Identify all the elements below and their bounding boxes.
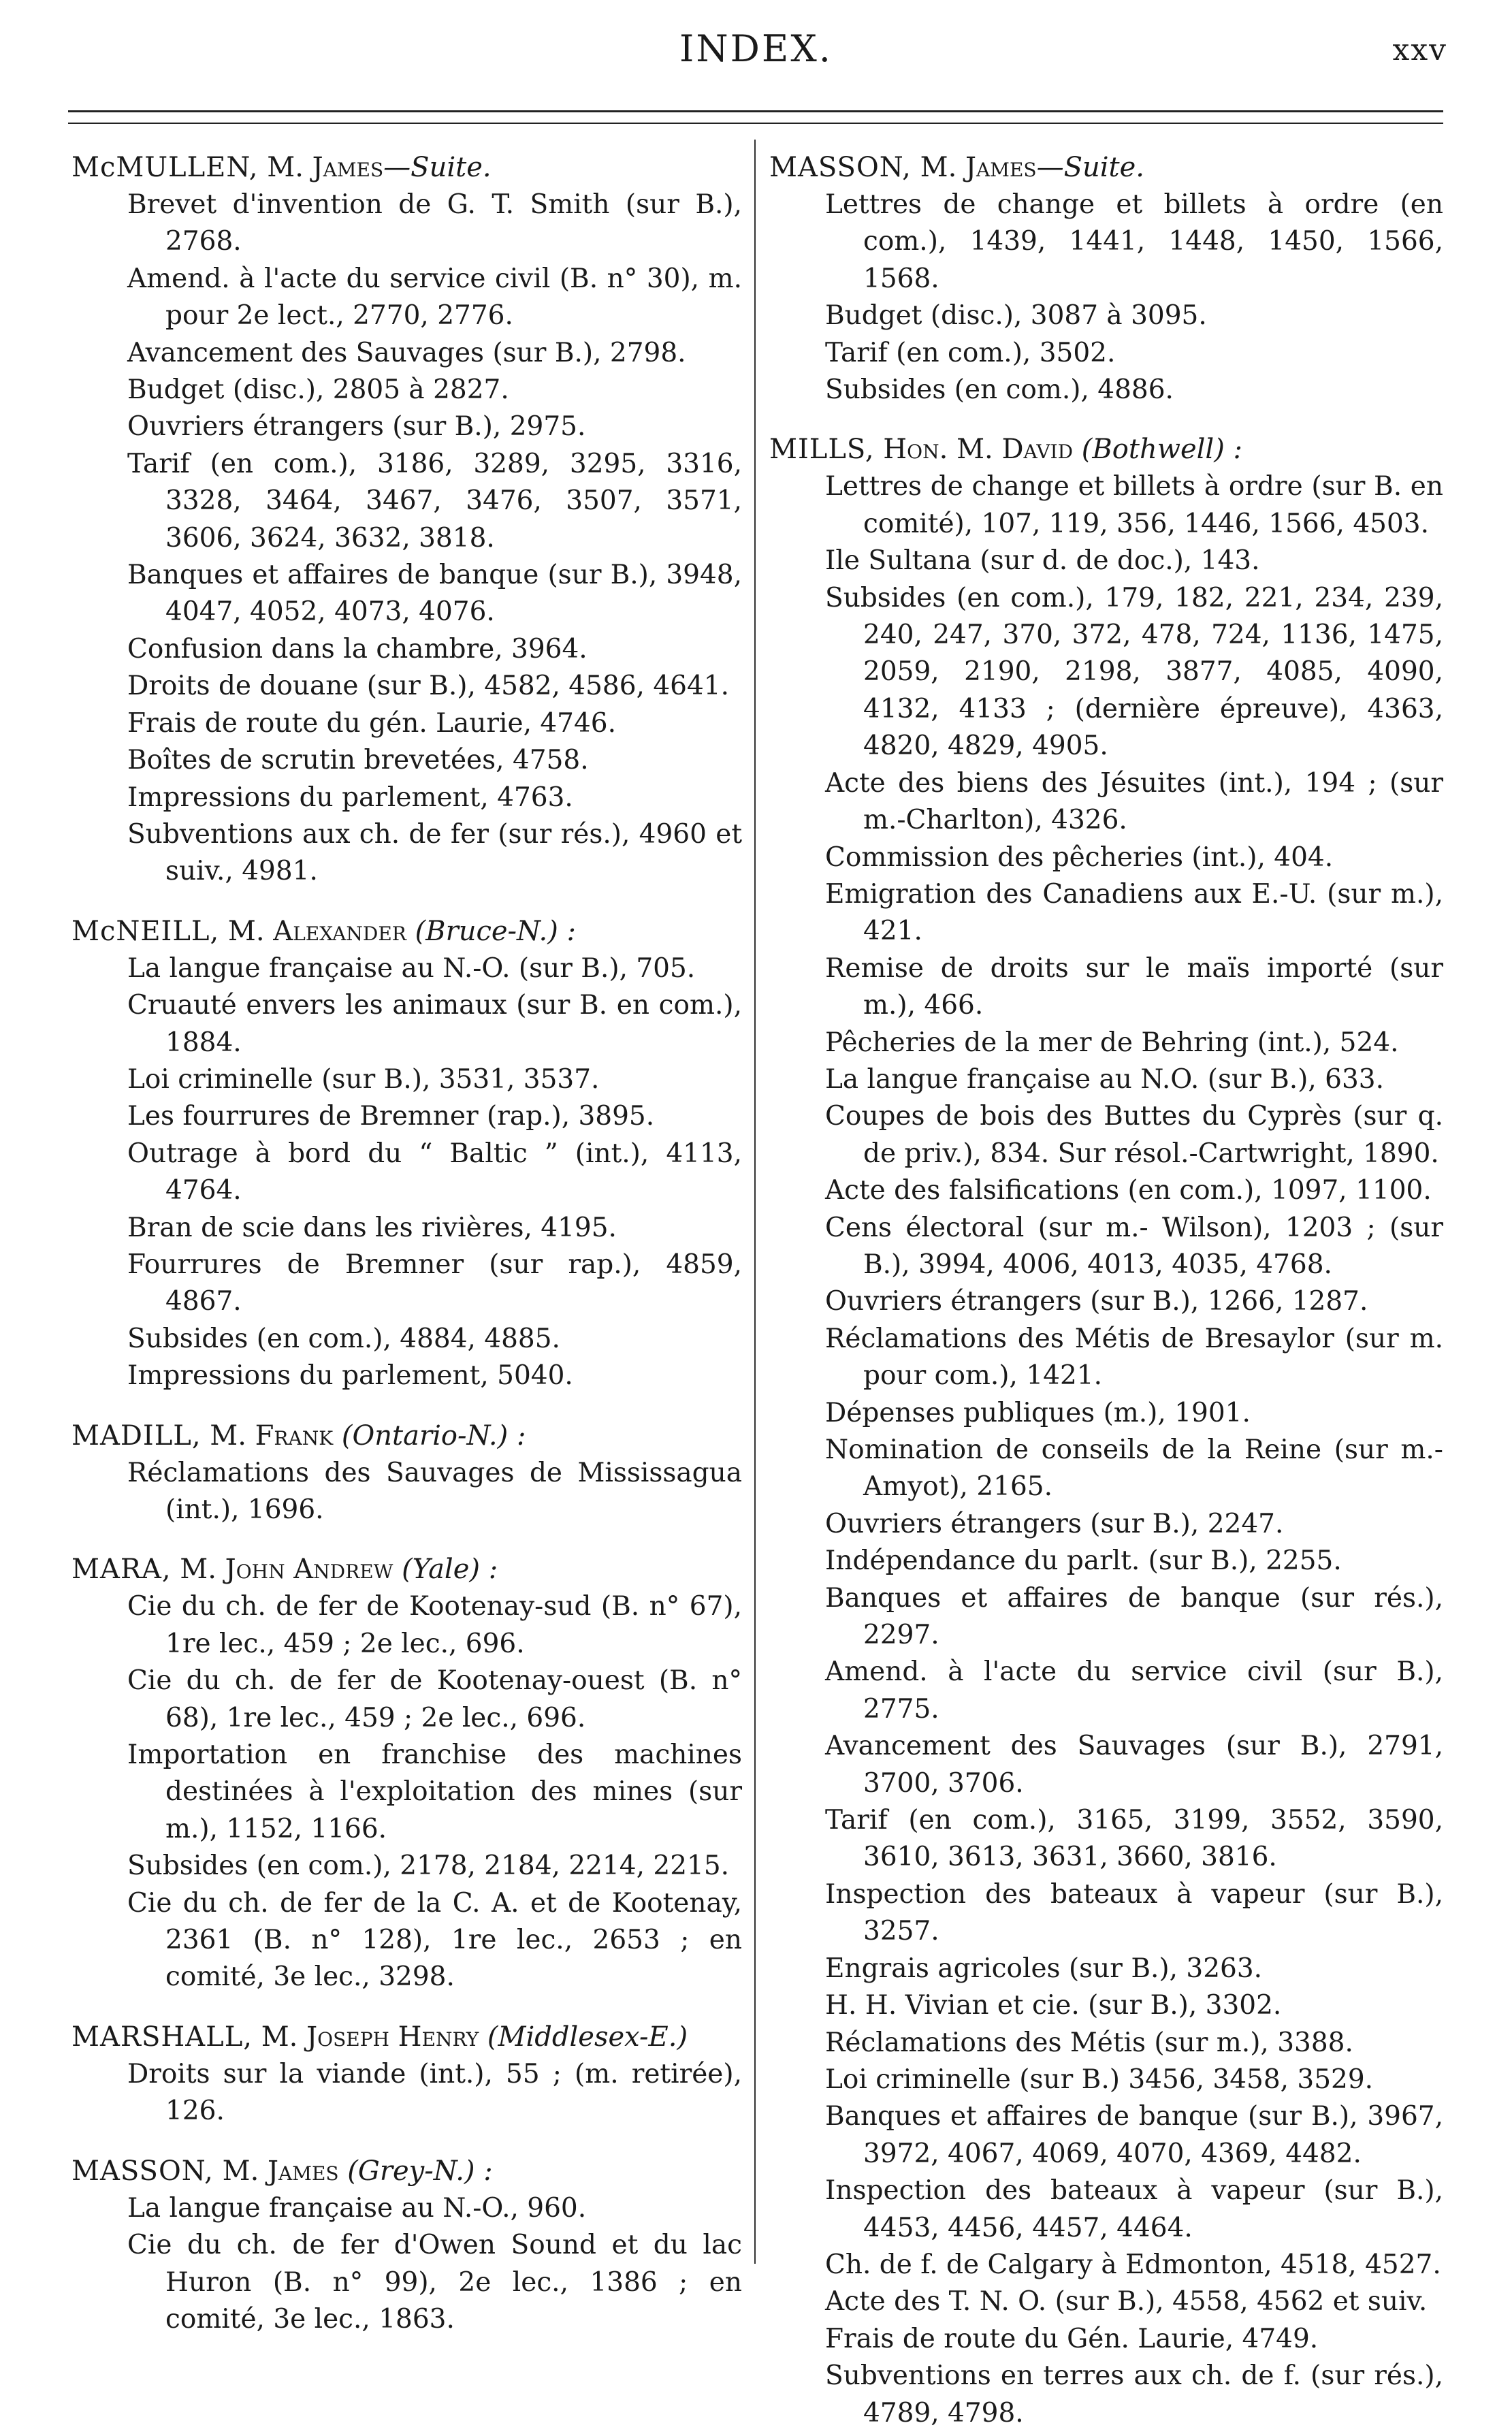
entry-reference: Subventions aux ch. de fer (sur rés.), 4960 et suiv., 4981. [127,818,742,887]
entry-reference: Acte des falsifications (en com.), 1097, 1100. [825,1175,1432,1206]
entry-reference: Frais de route du Gén. Laurie, 4749. [825,2323,1319,2354]
entry-surname: MARA, [71,1554,172,1586]
entry-surname: MADILL, [71,1420,202,1452]
entry-reference: Lettres de change et billets à ordre (en com.), 1439, 1441, 1448, 1450, 1566, 1568. [825,189,1443,294]
entry-reference: Cie du ch. de fer de Kootenay-sud (B. n° 67), 1re lec., 459 ; 2e lec., 696. [127,1591,742,1659]
entry-reference: Cens électoral (sur m.- Wilson), 1203 ; (sur B.), 3994, 4006, 4013, 4035, 4768. [825,1212,1443,1280]
entry-name [71,2152,742,2190]
entry-reference: Emigration des Canadiens aux E.-U. (sur m.), 421. [825,878,1443,947]
entry-reference: Importation en franchise des machines destinées à l'exploitation des mines (sur m.), 1152, 1166. [127,1740,742,1844]
entry-reference: Inspection des bateaux à vapeur (sur B.), 4453, 4456, 4457, 4464. [825,2175,1443,2243]
entry-riding: (Ontario-N.) : [341,1420,526,1452]
entry-name [769,430,1443,468]
left-column [71,148,742,2342]
entry-reference: Lettres de change et billets à ordre (sur B. en comité), 107, 119, 356, 1446, 1566, 4503. [825,471,1443,539]
entry-surname: MARSHALL, [71,2021,253,2053]
entry-reference: Banques et affaires de banque (sur rés.), 2297. [825,1582,1443,1651]
entry-reference: Coupes de bois des Buttes du Cyprès (sur q. de priv.), 834. Sur résol.-Cartwright, 1890. [825,1101,1443,1169]
entry-given-name: M. John Andrew [180,1554,393,1586]
entry-name [71,1550,742,1588]
entry-reference: Outrage à bord du “ Baltic ” (int.), 4113, 4764. [127,1138,742,1206]
entry-reference: H. H. Vivian et cie. (sur B.), 3302. [825,1990,1282,2021]
index-entry [71,2018,742,2130]
entry-surname: MASSON, [71,2155,214,2187]
entry-reference: Acte des T. N. O. (sur B.), 4558, 4562 et suiv. [825,2286,1428,2318]
entry-reference: Droits sur la viande (int.), 55 ; (m. retirée), 126. [127,2058,742,2127]
entry-reference: Banques et affaires de banque (sur B.), 3967, 3972, 4067, 4069, 4070, 4369, 4482. [825,2101,1443,2169]
entry-reference: Acte des biens des Jésuites (int.), 194 ; (sur m.-Charlton), 4326. [825,767,1443,836]
entry-reference: Avancement des Sauvages (sur B.), 2791, 3700, 3706. [825,1731,1443,1799]
entry-reference: Boîtes de scrutin brevetées, 4758. [127,745,589,776]
entry-reference: Réclamations des Métis de Bresaylor (sur m. pour com.), 1421. [825,1323,1443,1392]
entry-reference: Inspection des bateaux à vapeur (sur B.), 3257. [825,1878,1443,1947]
entry-name [71,912,742,950]
entry-reference: Budget (disc.), 3087 à 3095. [825,300,1207,332]
entry-given-name: M. James [222,2155,339,2187]
entry-reference: Cruauté envers les animaux (sur B. en com.), 1884. [127,990,742,1058]
entry-reference: Ch. de f. de Calgary à Edmonton, 4518, 4527. [825,2249,1441,2280]
entry-reference: Impressions du parlement, 5040. [127,1360,573,1392]
index-entry [71,1417,742,1529]
index-entry [769,430,1443,2432]
entry-reference: Remise de droits sur le maïs importé (sur m.), 466. [825,952,1443,1021]
entry-given-name: M. Joseph Henry [261,2021,479,2053]
entry-reference: La langue française au N.-O. (sur B.), 705. [127,952,696,984]
entry-riding: (Grey-N.) : [347,2155,493,2187]
entry-riding: (Bruce-N.) : [415,915,577,947]
entry-reference: Cie du ch. de fer de la C. A. et de Kootenay, 2361 (B. n° 128), 1re lec., 2653 ; en comité, 3e lec., 3298. [127,1887,742,1993]
entry-reference: La langue française au N.O. (sur B.), 633. [825,1063,1385,1095]
index-entry [769,148,1443,408]
entry-name [71,148,742,187]
entry-reference: Tarif (en com.), 3186, 3289, 3295, 3316, 3328, 3464, 3467, 3476, 3507, 3571, 3606, 3624, 3632, 3818. [127,448,742,554]
entry-reference: Loi criminelle (sur B.), 3531, 3537. [127,1063,600,1095]
index-entry [71,2152,742,2339]
entry-reference: Tarif (en com.), 3502. [825,337,1116,368]
entry-reference: Impressions du parlement, 4763. [127,782,573,813]
entry-reference: Subsides (en com.), 4886. [825,374,1174,406]
entry-reference: La langue française au N.-O., 960. [127,2192,587,2224]
entry-name [71,2018,742,2056]
entry-given-name: M. James [920,152,1037,183]
entry-reference: Les fourrures de Bremner (rap.), 3895. [127,1101,655,1132]
entry-reference: Amend. à l'acte du service civil (B. n° 30), m. pour 2e lect., 2770, 2776. [127,263,742,332]
index-entry [71,148,742,891]
header-rule-thin [68,123,1443,124]
entry-reference: Bran de scie dans les rivières, 4195. [127,1212,617,1243]
entry-reference: Indépendance du parlt. (sur B.), 2255. [825,1545,1342,1577]
column-divider [754,140,756,2264]
entry-reference: Ouvriers étrangers (sur B.), 2247. [825,1508,1284,1539]
entry-given-name: M. Frank [210,1420,334,1452]
entry-reference: Banques et affaires de banque (sur B.), 3948, 4047, 4052, 4073, 4076. [127,560,742,628]
entry-reference: Commission des pêcheries (int.), 404. [825,842,1334,873]
entry-given-name: M. James [267,152,384,183]
entry-name [769,148,1443,187]
entry-reference: Brevet d'invention de G. T. Smith (sur B.), 2768. [127,189,742,257]
entry-reference: Ile Sultana (sur d. de doc.), 143. [825,545,1260,577]
entry-reference: Pêcheries de la mer de Behring (int.), 524. [825,1027,1399,1058]
entry-reference: Fourrures de Bremner (sur rap.), 4859, 4867. [127,1249,742,1317]
entry-surname: MASSON, [769,152,912,183]
entry-reference: Subsides (en com.), 179, 182, 221, 234, 239, 240, 247, 370, 372, 478, 724, 1136, 1475, 2059, 2190, 2198, 3877, 4085, 4090, 4132, 4133 ; (dernière épreuve), 4363, 4820, 4829, 4905. [825,582,1443,762]
index-entry [71,912,742,1395]
entry-reference: Cie du ch. de fer de Kootenay-ouest (B. n° 68), 1re lec., 459 ; 2e lec., 696. [127,1665,742,1733]
page-header [0,27,1512,82]
entry-name [71,1417,742,1455]
entry-reference: Subsides (en com.), 4884, 4885. [127,1323,560,1354]
entry-reference: Frais de route du gén. Laurie, 4746. [127,707,617,739]
index-entry [71,1550,742,1996]
entry-reference: Réclamations des Sauvages de Mississagua (int.), 1696. [127,1457,742,1525]
entry-reference: Ouvriers étrangers (sur B.), 2975. [127,411,586,443]
entry-surname: MILLS, [769,434,875,466]
entry-suffix: —Suite. [383,152,492,183]
entry-reference: Dépenses publiques (m.), 1901. [825,1397,1251,1428]
entry-riding: (Middlesex-E.) [487,2021,688,2053]
entry-reference: Confusion dans la chambre, 3964. [127,633,588,664]
entry-riding: (Bothwell) : [1081,434,1243,466]
entry-reference: Cie du ch. de fer d'Owen Sound et du lac Huron (B. n° 99), 2e lec., 1386 ; en comité, 3e lec., 1863. [127,2230,742,2335]
entry-given-name: Hon. M. David [883,434,1074,466]
entry-reference: Avancement des Sauvages (sur B.), 2798. [127,337,686,368]
entry-reference: Engrais agricoles (sur B.), 3263. [825,1953,1263,1984]
entry-reference: Amend. à l'acte du service civil (sur B.), 2775. [825,1656,1443,1725]
right-column [769,148,1443,2436]
page-title: INDEX. [679,27,833,70]
entry-surname: McMULLEN, [71,152,259,183]
entry-reference: Ouvriers étrangers (sur B.), 1266, 1287. [825,1286,1368,1317]
entry-reference: Tarif (en com.), 3165, 3199, 3552, 3590, 3610, 3613, 3631, 3660, 3816. [825,1805,1443,1873]
entry-suffix: —Suite. [1036,152,1144,183]
entry-reference: Loi criminelle (sur B.) 3456, 3458, 3529. [825,2064,1374,2095]
entry-given-name: M. Alexander [227,915,406,947]
entry-riding: (Yale) : [402,1554,498,1586]
entry-reference: Réclamations des Métis (sur m.), 3388. [825,2027,1353,2058]
entry-reference: Subsides (en com.), 2178, 2184, 2214, 2215. [127,1850,730,1882]
entry-reference: Nomination de conseils de la Reine (sur m.- Amyot), 2165. [825,1435,1443,1503]
entry-reference: Subventions en terres aux ch. de f. (sur rés.), 4789, 4798. [825,2360,1443,2429]
entry-reference: Droits de douane (sur B.), 4582, 4586, 4641. [127,671,729,702]
entry-surname: McNEILL, [71,915,220,947]
entry-reference: Budget (disc.), 2805 à 2827. [127,374,509,406]
page-number: xxv [1392,33,1447,67]
header-rule-thick [68,110,1443,112]
